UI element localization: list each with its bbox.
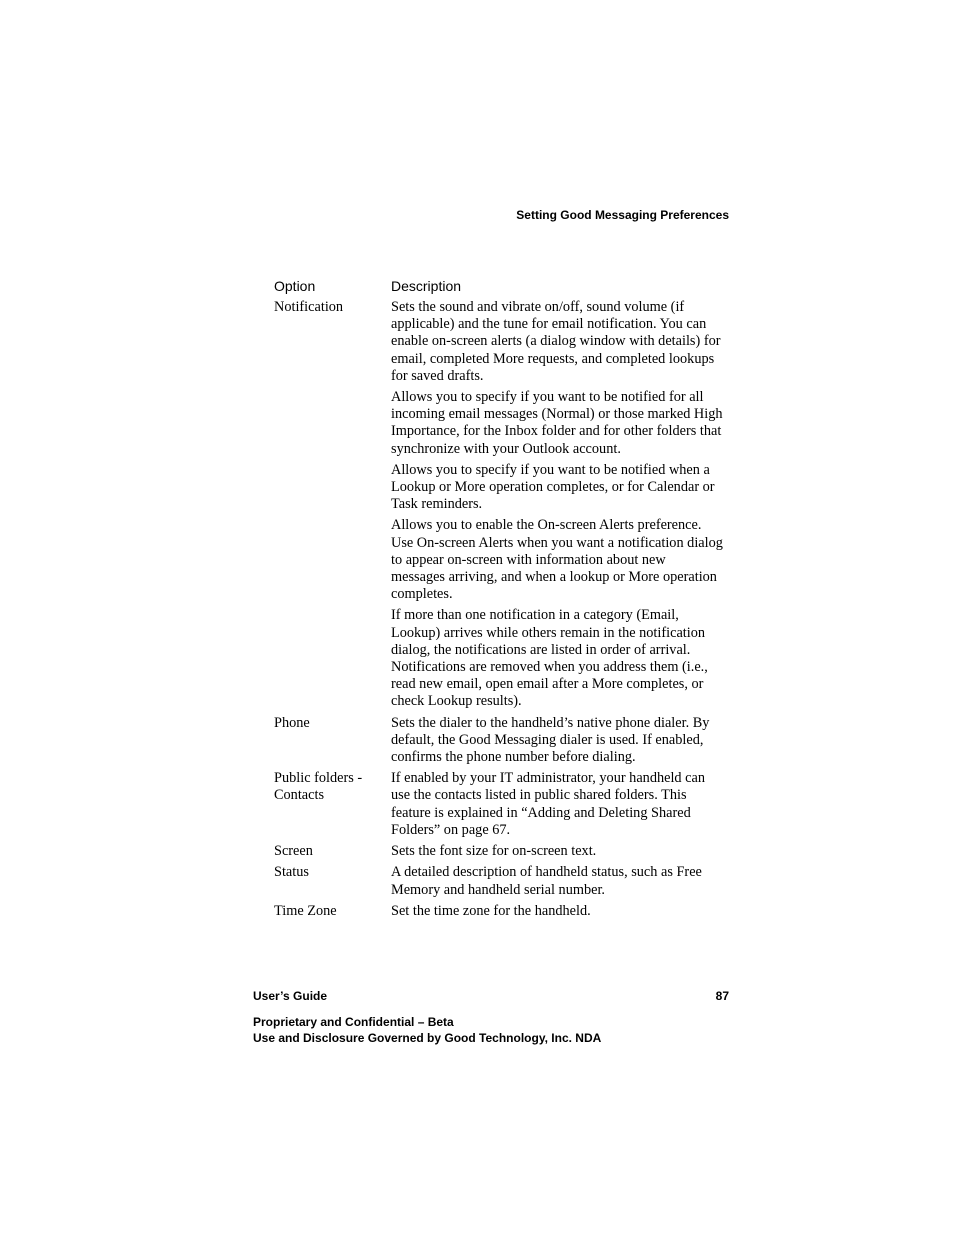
description-column-header: Description [391, 278, 462, 294]
table-row-phone [274, 715, 724, 767]
description-paragraph: Sets the dialer to the handheld’s native phone dialer. By default, the Good Messaging dialer is used. If enabled, confirms the phone number before dialing. [391, 714, 710, 766]
option-label: Time Zone [274, 902, 337, 919]
description-paragraph: Allows you to specify if you want to be notified for all incoming email messages (Normal) or those marked High Importance, for the Inbox folder and for other folders that synchronize with your Outlook account. [391, 389, 723, 457]
table-row-status [274, 864, 724, 898]
option-label: Notification [274, 299, 344, 315]
option-label: Phone [274, 714, 310, 731]
proprietary-notice: Proprietary and Confidential – Beta [253, 1015, 454, 1029]
footer-guide-line [253, 989, 729, 1003]
description-paragraph: Allows you to enable the On-screen Alerts preference. Use On-screen Alerts when you want a notification dialog to appear on-screen with information about new messages arriving, and when a lookup or More operation completes. [391, 517, 723, 603]
option-description [391, 770, 723, 839]
option-description [391, 299, 723, 711]
table-header-row [274, 278, 724, 299]
disclosure-notice: Use and Disclosure Governed by Good Technology, Inc. NDA [253, 1031, 602, 1045]
option-label: Screen [274, 843, 313, 860]
description-paragraph: Sets the sound and vibrate on/off, sound volume (if applicable) and the tune for email notification. You can enable on-screen alerts (a dialog window with details) for email, completed More requests, and completed lookups for saved drafts. [391, 299, 721, 384]
running-header: Setting Good Messaging Preferences [516, 208, 729, 222]
description-paragraph: Set the time zone for the handheld. [391, 902, 591, 919]
description-paragraph: A detailed description of handheld status, such as Free Memory and handheld serial number. [391, 864, 702, 898]
page-number: 87 [715, 989, 729, 1003]
option-column-header: Option [274, 278, 316, 294]
options-table [274, 278, 724, 924]
option-description [391, 715, 723, 767]
table-row-screen [274, 843, 724, 860]
option-description [391, 864, 723, 898]
table-row-notification [274, 299, 724, 711]
description-paragraph: If enabled by your IT administrator, your handheld can use the contacts listed in public shared folders. This feature is explained in “Adding and Deleting Shared Folders” on page 67. [391, 770, 705, 838]
option-label: Public folders - Contacts [274, 770, 363, 804]
option-label: Status [274, 864, 309, 881]
guide-label: User’s Guide [253, 989, 328, 1003]
option-description [391, 843, 723, 860]
description-paragraph: Allows you to specify if you want to be notified when a Lookup or More operation completes, or for Calendar or Task reminders. [391, 461, 715, 513]
table-row-time-zone [274, 903, 724, 920]
description-paragraph: If more than one notification in a category (Email, Lookup) arrives while others remain in the notification dialog, the notifications are listed in order of arrival. Notifications are removed when you address them (i.e., read new email, open email after a More completes, or check Lookup results). [391, 607, 708, 710]
option-description [391, 903, 723, 920]
description-paragraph: Sets the font size for on-screen text. [391, 843, 597, 860]
table-row-public-folders [274, 770, 724, 839]
